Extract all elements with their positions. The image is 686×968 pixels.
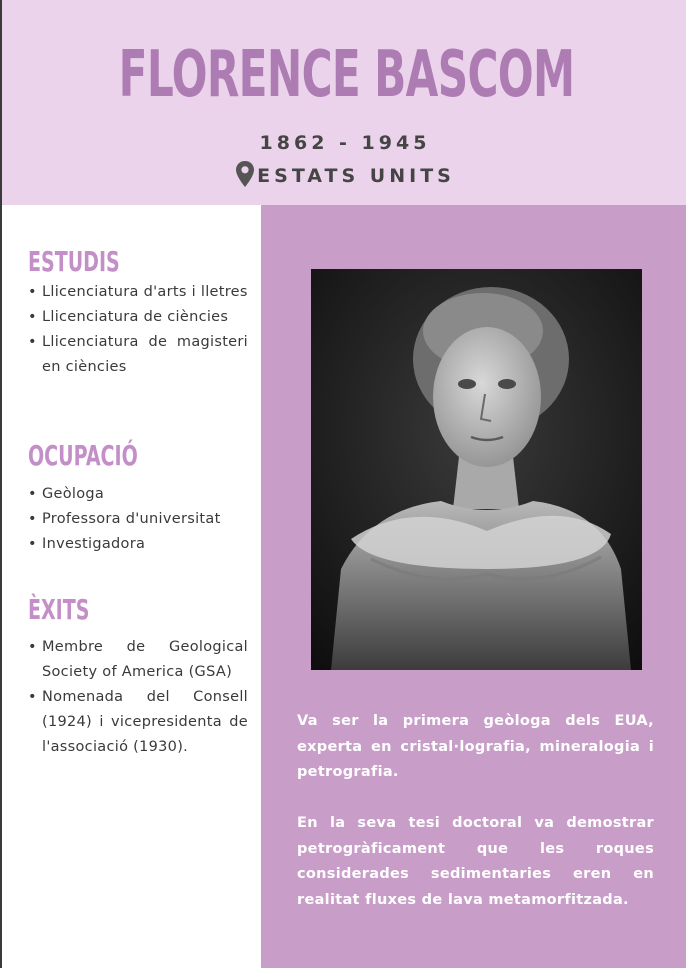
header-banner (2, 0, 686, 205)
achievements-heading: ÈXITS (28, 593, 90, 626)
description-paragraph-1: Va ser la primera geòloga dels EUA, experta en cristal·lografia, mineralogia i petrografia. (297, 713, 654, 780)
list-item: • Llicenciatura d'arts i lletres (28, 280, 248, 305)
portrait-illustration (311, 269, 642, 670)
country-line (2, 160, 686, 188)
life-years: 1862 - 1945 (259, 132, 431, 154)
list-item: • Llicenciatura de ciències (28, 305, 248, 330)
occupation-list (28, 482, 248, 557)
list-item: • Geòloga (28, 482, 248, 507)
list-item: • Llicenciatura de magisteri en ciències (28, 330, 248, 380)
studies-list (28, 280, 248, 380)
person-name: FLORENCE BASCOM (118, 38, 575, 112)
occupation-heading: OCUPACIÓ (28, 439, 138, 472)
country-name: ESTATS UNITS (257, 165, 455, 187)
description-paragraph-2: En la seva tesi doctoral va demostrar petrogràficament que les roques considerades sedimentaries eren en realitat fluxes de lava metamorfitzada. (297, 815, 654, 908)
location-pin-icon (235, 160, 255, 188)
achievements-list (28, 635, 248, 760)
list-item: • Investigadora (28, 532, 248, 557)
list-item: • Nomenada del Consell (1924) i vicepresidenta de l'associació (1930). (28, 685, 248, 760)
list-item: • Membre de Geological Society of America (GSA) (28, 635, 248, 685)
portrait-photo (311, 269, 642, 670)
list-item: • Professora d'universitat (28, 507, 248, 532)
studies-heading: ESTUDIS (28, 245, 120, 278)
